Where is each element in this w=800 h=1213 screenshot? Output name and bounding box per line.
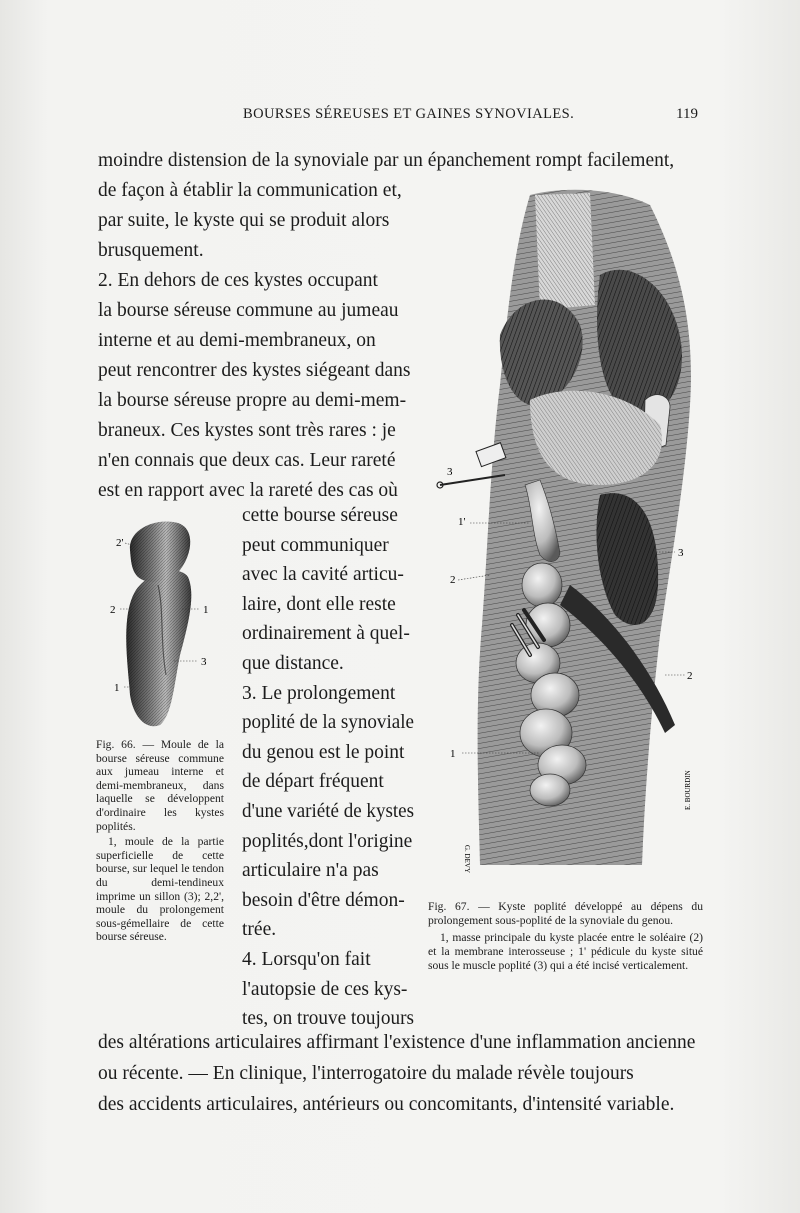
text-line: l'autopsie de ces kys- — [242, 978, 408, 1000]
fig67-signature-left: G. DEVY — [463, 845, 471, 873]
fig66-label-1-left: 1 — [114, 682, 120, 694]
text-line: besoin d'être démon- — [242, 889, 405, 911]
fig66-label-2: 2 — [110, 604, 116, 616]
figure-67-caption-legend: 1, masse principale du kyste placée entre le soléaire (2) et la membrane interosseuse ; 1' pédicule du kyste situé sous le muscle poplité (3) qui a été incisé verticalement. — [428, 931, 703, 972]
text-line: poplité de la synoviale — [242, 712, 414, 734]
figure-66-caption-title: Fig. 66. — Moule de la bourse séreuse commune aux jumeau interne et demi-membraneux, dans laquelle se développent d'ordinaire les kystes poplités. — [96, 738, 224, 833]
text-line: 3. Le prolongement — [242, 682, 396, 704]
text-line: peut communiquer — [242, 534, 389, 556]
fig66-label-1-right: 1 — [203, 604, 209, 616]
figure-67-caption — [428, 900, 703, 976]
text-line: brusquement. — [98, 240, 204, 261]
text-line: ou récente. — En clinique, l'interrogatoire du malade révèle toujours — [98, 1063, 634, 1084]
text-line: n'en connais que deux cas. Leur rareté — [98, 450, 396, 471]
fig67-label-1prime: 1' — [458, 516, 466, 528]
running-title: BOURSES SÉREUSES ET GAINES SYNOVIALES. — [243, 106, 575, 122]
page-number: 119 — [676, 106, 698, 122]
fig67-signature-right: E. BOURDIN — [684, 770, 692, 810]
text-line: moindre distension de la synoviale par un épanchement rompt facilement, — [98, 150, 675, 171]
fig67-label-2-left: 2 — [450, 574, 456, 586]
text-line: cette bourse séreuse — [242, 505, 398, 526]
figure-66-illustration — [100, 515, 240, 735]
fig67-label-3-top: 3 — [447, 466, 453, 478]
text-line: ordinairement à quel- — [242, 623, 410, 645]
text-line: tes, on trouve toujours — [242, 1008, 414, 1030]
text-line: laire, dont elle reste — [242, 593, 396, 615]
text-line: que distance. — [242, 653, 344, 674]
text-line: braneux. Ces kystes sont très rares : je — [98, 420, 396, 441]
text-line: 2. En dehors de ces kystes occupant — [98, 270, 378, 291]
text-line: articulaire n'a pas — [242, 860, 379, 882]
text-line: est en rapport avec la rareté des cas où — [98, 480, 398, 501]
text-line: par suite, le kyste qui se produit alors — [98, 210, 390, 231]
text-line: des accidents articulaires, antérieurs ou concomitants, d'intensité variable. — [98, 1094, 675, 1115]
fig66-label-2prime: 2' — [116, 537, 124, 549]
text-line: de départ fréquent — [242, 771, 384, 793]
text-line: 4. Lorsqu'on fait — [242, 949, 371, 970]
fig67-label-2-right: 2 — [687, 670, 693, 682]
text-line: avec la cavité articu- — [242, 564, 404, 586]
text-line: interne et au demi-membraneux, on — [98, 330, 376, 351]
text-line: la bourse séreuse propre au demi-mem- — [98, 390, 407, 411]
figure-66-caption-legend: 1, moule de la partie superficielle de cette bourse, sur lequel le tendon du demi-tendineux imprime un sillon (3); 2,2', moule du prolongement sous-gémellaire de cette bourse séreuse. — [96, 835, 224, 944]
text-line: trée. — [242, 919, 277, 941]
fig67-label-3-right: 3 — [678, 547, 684, 559]
figure-66-caption — [96, 738, 224, 946]
figure-67-caption-title: Fig. 67. — Kyste poplité développé au dépens du prolongement sous-poplité de la synoviale du genou. — [428, 900, 703, 927]
text-line: peut rencontrer des kystes siégeant dans — [98, 360, 411, 381]
figure-67-illustration — [420, 185, 695, 875]
text-line: d'une variété de kystes — [242, 801, 415, 822]
fig67-label-1: 1 — [450, 748, 456, 760]
text-line: de façon à établir la communication et, — [98, 180, 402, 201]
text-line: la bourse séreuse commune au jumeau — [98, 300, 399, 321]
text-line: du genou est le point — [242, 741, 405, 763]
text-line: poplités,dont l'origine — [242, 830, 413, 852]
fig66-label-3: 3 — [201, 656, 207, 668]
running-head — [0, 106, 800, 130]
text-line: des altérations articulaires affirmant l'existence d'une inflammation ancienne — [98, 1032, 696, 1053]
